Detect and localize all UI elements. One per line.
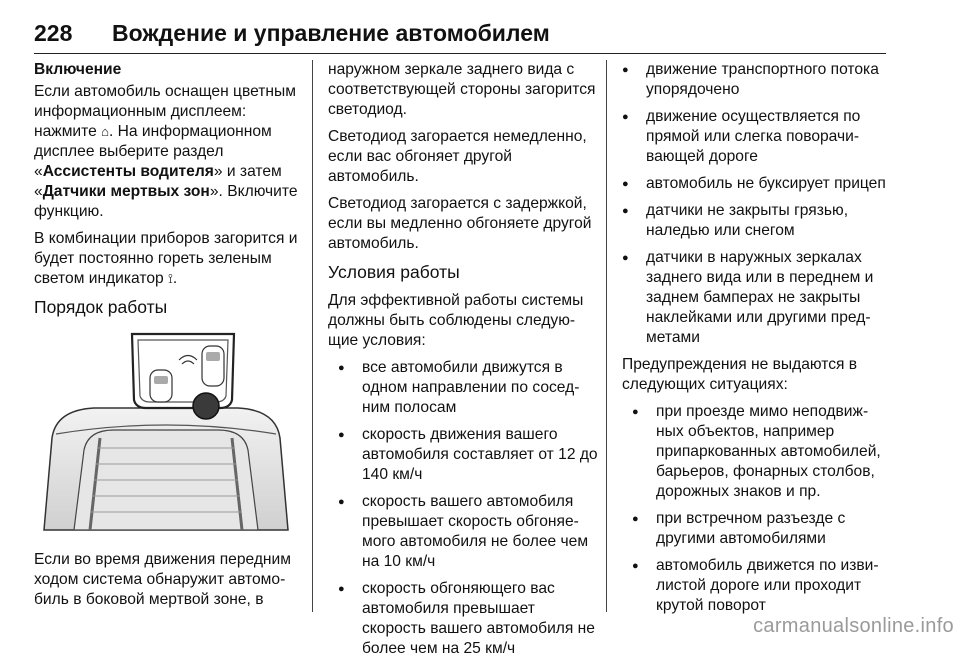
mirror-blind-spot-illustration: [34, 330, 298, 530]
column-divider-2: [606, 60, 607, 612]
conditions-list-continued: [622, 60, 890, 348]
column-1: [34, 60, 304, 617]
home-icon: ⌂: [101, 124, 109, 139]
list-item: ● движение осуществляется по прямой или слегка поворачивающей дороге: [622, 107, 890, 167]
column-2: [328, 60, 598, 666]
list-item: ● автомобиль движется по извилистой дороге или проходит крутой поворот: [632, 556, 890, 616]
menu-driver-assist: Ассистенты водителя: [42, 163, 214, 180]
paragraph-operation: Если во время движения передним ходом система обнаружит автомобиль в боковой мертвой зоне, в: [34, 551, 291, 608]
paragraph-led-mirror: наружном зеркале заднего вида с соответствующей стороны загорится светодиод.: [328, 61, 596, 118]
watermark: carmanualsonline.info: [753, 615, 954, 637]
list-item: ● движение транспортного потока упорядочено: [622, 60, 890, 100]
paragraph-conditions-intro: Для эффективной работы системы должны быть соблюдены следующие условия:: [328, 292, 584, 349]
menu-blind-spot-sensors: Датчики мертвых зон: [42, 183, 210, 200]
paragraph-no-warnings: Предупреждения не выдаются в следующих ситуациях:: [622, 356, 858, 393]
list-item: ● датчики в наружных зеркалах заднего вида или в переднем и заднем бамперах не закрыты наклейками или другими предметами: [622, 248, 890, 348]
list-item: ● скорость обгоняющего вас автомобиля превышает скорость вашего автомобиля не более чем на 25 км/ч: [338, 579, 598, 659]
page-header: [34, 14, 886, 54]
no-warning-situations-list: [632, 402, 890, 616]
section-heading-enable: Включение: [34, 61, 122, 78]
list-item: ● скорость движения вашего автомобиля составляет от 12 до 140 км/ч: [338, 425, 598, 485]
list-item: ● автомобиль не буксирует прицеп: [622, 174, 890, 194]
list-item: ● все автомобили движутся в одном направлении по соседним полосам: [338, 358, 598, 418]
paragraph-led-delay: Светодиод загорается с задержкой, если вы медленно обгоняете другой автомобиль.: [328, 195, 592, 252]
section-heading-operation: Порядок работы: [34, 297, 168, 317]
list-item: ● при встречном разъезде с другими автомобилями: [632, 509, 890, 549]
page-number: 228: [34, 20, 73, 46]
paragraph-enable-instructions: Если автомобиль оснащен цветным информационным дисплеем: нажмите ⌂. На информационном дисплее выберите раздел «Ассистенты водителя» и затем «Датчики мертвых зон». Включите функцию.: [34, 83, 298, 220]
conditions-list: [338, 358, 598, 659]
column-divider-1: [312, 60, 313, 612]
list-item: ● скорость вашего автомобиля превышает скорость обгоняемого автомобиля не более чем на 10 км/ч: [338, 492, 598, 572]
paragraph-led-immediate: Светодиод загорается немедленно, если вас обгоняет другой автомобиль.: [328, 128, 587, 185]
page-title: Вождение и управление автомобилем: [112, 20, 550, 46]
list-item: ● при проезде мимо неподвижных объектов, например припаркованных автомобилей, барьеров, фонарных столбов, дорожных знаков и пр.: [632, 402, 890, 502]
section-heading-conditions: Условия работы: [328, 262, 460, 282]
column-3: [622, 60, 890, 623]
paragraph-indicator: В комбинации приборов загорится и будет постоянно гореть зеленым светом индикатор ⟟.: [34, 230, 298, 287]
blind-spot-indicator-icon: ⟟: [168, 271, 173, 286]
list-item: ● датчики не закрыты грязью, наледью или снегом: [622, 201, 890, 241]
